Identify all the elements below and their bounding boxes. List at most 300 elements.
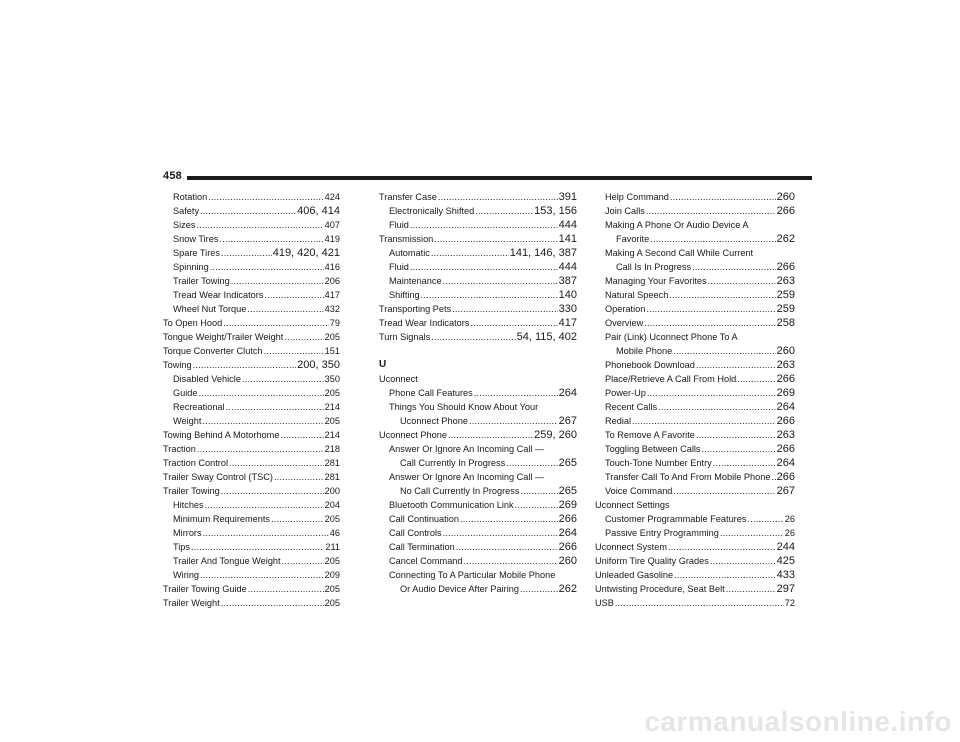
index-entry-page: 417 [324, 290, 340, 300]
leader-dots [438, 190, 558, 204]
index-entry-page: 54, 115, 402 [516, 331, 577, 343]
index-entry-term: Turn Signals [379, 332, 431, 342]
leader-dots [726, 582, 776, 596]
index-column-1 [163, 190, 340, 610]
index-entry-term: Phonebook Download [605, 360, 695, 370]
index-entry [595, 316, 795, 330]
leader-dots [210, 260, 324, 274]
index-entry-page: 259 [776, 303, 795, 315]
index-entry [379, 190, 577, 204]
index-entry [595, 204, 795, 218]
index-entry-term: Transporting Pets [379, 304, 452, 314]
index-entry-page: 417 [558, 317, 577, 329]
index-entry-term: Guide [173, 388, 198, 398]
leader-dots [203, 526, 329, 540]
leader-dots [674, 568, 775, 582]
index-entry-term: Disabled Vehicle [173, 374, 241, 384]
leader-dots [644, 316, 775, 330]
index-entry [595, 540, 795, 554]
leader-dots [506, 456, 557, 470]
leader-dots [647, 386, 776, 400]
index-entry [379, 484, 577, 498]
index-entry [595, 554, 795, 568]
index-entry [595, 190, 795, 204]
index-entry [163, 414, 340, 428]
leader-dots [650, 232, 775, 246]
index-entry [379, 456, 577, 470]
index-entry-term: Tread Wear Indicators [379, 318, 470, 328]
index-entry-term: Automatic [389, 248, 430, 258]
index-entry-page: 26 [784, 528, 795, 538]
index-subheading: Answer Or Ignore An Incoming Call — [389, 444, 545, 454]
index-entry [379, 498, 577, 512]
index-entry-term: Spare Tires [173, 248, 220, 258]
leader-dots [658, 400, 776, 414]
index-entry [379, 246, 577, 260]
index-entry [163, 330, 340, 344]
leader-dots [692, 260, 776, 274]
index-subheading: Answer Or Ignore An Incoming Call — [389, 472, 545, 482]
index-subheading: Making A Second Call While Current [605, 248, 754, 258]
index-entry-term: Call Currently In Progress [400, 458, 506, 468]
leader-dots [696, 358, 776, 372]
index-entry [595, 232, 795, 246]
index-entry [379, 582, 577, 596]
index-entry-term: Or Audio Device After Pairing [400, 584, 519, 594]
index-entry [163, 568, 340, 582]
index-entry-page: 269 [776, 387, 795, 399]
leader-dots [668, 540, 776, 554]
index-entry [595, 372, 795, 386]
index-entry-page: 266 [776, 471, 795, 483]
leader-dots [193, 358, 297, 372]
index-entry-page: 258 [776, 317, 795, 329]
leader-dots [632, 414, 776, 428]
index-entry-page: 265 [558, 485, 577, 497]
index-entry [163, 316, 340, 330]
leader-dots [410, 260, 558, 274]
leader-dots [670, 190, 776, 204]
index-entry-term: Mobile Phone [616, 346, 673, 356]
index-entry-page: 72 [784, 598, 795, 608]
index-entry-page: 297 [776, 583, 795, 595]
index-entry-page: 204 [324, 500, 340, 510]
index-entry-term: Uconnect System [595, 542, 667, 552]
leader-dots [475, 204, 533, 218]
index-entry-term: Sizes [173, 220, 196, 230]
index-entry [379, 218, 577, 232]
leader-dots [431, 330, 515, 344]
index-entry-page: 79 [329, 318, 340, 328]
leader-dots [410, 218, 558, 232]
index-entry [163, 218, 340, 232]
index-entry-page: 205 [324, 416, 340, 426]
index-entry-page: 416 [324, 262, 340, 272]
index-entry-term: Touch-Tone Number Entry [605, 458, 712, 468]
index-entry-page: 209 [324, 570, 340, 580]
index-column-3 [595, 190, 795, 610]
leader-dots [226, 400, 324, 414]
index-entry-term: Place/Retrieve A Call From Hold [605, 374, 737, 384]
index-entry [595, 526, 795, 540]
index-entry [379, 274, 577, 288]
index-entry-term: USB [595, 598, 614, 608]
index-entry [163, 456, 340, 470]
index-entry-term: Uniform Tire Quality Grades [595, 556, 709, 566]
index-entry-page: 264 [776, 401, 795, 413]
index-entry [163, 358, 340, 372]
index-subheading: Uconnect [379, 374, 418, 384]
leader-dots [248, 582, 324, 596]
index-entry-term: Tread Wear Indicators [173, 290, 264, 300]
index-entry [163, 190, 340, 204]
index-entry-page: 419 [324, 234, 340, 244]
index-entry-term: No Call Currently In Progress [400, 486, 520, 496]
leader-dots [470, 316, 557, 330]
index-entry [595, 484, 795, 498]
index-entry-term: Hitches [173, 500, 204, 510]
index-entry-page: 264 [558, 527, 577, 539]
index-entry [379, 204, 577, 218]
index-entry-page: 153, 156 [534, 205, 577, 217]
index-subheading: Uconnect Settings [595, 500, 670, 510]
leader-dots [264, 344, 324, 358]
index-entry-page: 391 [558, 191, 577, 203]
leader-dots [280, 428, 323, 442]
index-entry-term: Favorite [616, 234, 650, 244]
index-entry-page: 244 [776, 541, 795, 553]
leader-dots [202, 414, 323, 428]
index-entry [379, 386, 577, 400]
index-entry [595, 260, 795, 274]
index-entry [163, 344, 340, 358]
leader-dots [443, 274, 558, 288]
index-entry-page: 262 [558, 583, 577, 595]
leader-dots [456, 540, 558, 554]
index-entry-page: 263 [776, 429, 795, 441]
index-entry-term: Trailer Sway Control (TSC) [163, 472, 273, 482]
index-entry [595, 400, 795, 414]
index-entry-page: 259, 260 [534, 429, 577, 441]
index-entry [163, 274, 340, 288]
index-entry-term: Towing [163, 360, 192, 370]
index-entry-term: Customer Programmable Features [605, 514, 747, 524]
index-entry-term: Spinning [173, 262, 209, 272]
index-entry-page: 444 [558, 261, 577, 273]
index-entry [379, 330, 577, 344]
index-entry-term: Shifting [389, 290, 420, 300]
index-entry [163, 582, 340, 596]
index-entry-page: 264 [558, 387, 577, 399]
index-entry-term: Snow Tires [173, 234, 219, 244]
index-entry [163, 204, 340, 218]
leader-dots [200, 204, 296, 218]
leader-dots [520, 582, 558, 596]
index-entry-term: Mirrors [173, 528, 202, 538]
leader-dots [452, 302, 557, 316]
index-entry-page: 262 [776, 233, 795, 245]
index-entry-term: Tips [173, 542, 191, 552]
index-entry [379, 288, 577, 302]
leader-dots [720, 526, 784, 540]
index-entry-term: Maintenance [389, 276, 442, 286]
leader-dots [271, 512, 324, 526]
index-entry-term: Power-Up [605, 388, 646, 398]
index-entry-term: Join Calls [605, 206, 645, 216]
index-entry [163, 372, 340, 386]
leader-dots [421, 288, 558, 302]
index-entry [595, 568, 795, 582]
index-entry [379, 302, 577, 316]
index-group-t [379, 190, 577, 344]
index-entry-term: Transfer Case [379, 192, 437, 202]
index-entry-page: 406, 414 [297, 205, 340, 217]
index-entry-term: Help Command [605, 192, 669, 202]
index-entry-page: 214 [324, 402, 340, 412]
leader-dots [205, 498, 324, 512]
index-entry [595, 288, 795, 302]
leader-dots [200, 568, 324, 582]
index-entry-term: Recreational [173, 402, 225, 412]
leader-dots [696, 428, 776, 442]
index-entry [595, 582, 795, 596]
index-entry [163, 554, 340, 568]
index-entry [595, 274, 795, 288]
leader-dots [460, 512, 558, 526]
index-entry [163, 386, 340, 400]
index-subheading: Making A Phone Or Audio Device A [605, 220, 749, 230]
index-entry [595, 456, 795, 470]
index-entry-term: Call Termination [389, 542, 455, 552]
leader-dots [197, 442, 324, 456]
index-subheading: Connecting To A Particular Mobile Phone [389, 570, 556, 580]
index-entry [163, 400, 340, 414]
index-entry [163, 302, 340, 316]
index-entry-page: 266 [776, 443, 795, 455]
leader-dots [771, 470, 775, 484]
index-entry-term: Untwisting Procedure, Seat Belt [595, 584, 725, 594]
leader-dots [737, 372, 775, 386]
leader-dots [673, 344, 775, 358]
index-entry-term: Operation [605, 304, 646, 314]
index-entry [163, 540, 340, 554]
footer-watermark: carmanualsonline.info [644, 706, 952, 737]
section-letter-u: U [379, 359, 387, 370]
leader-dots [221, 484, 324, 498]
index-entry [595, 386, 795, 400]
leader-dots [702, 442, 776, 456]
leader-dots [196, 218, 323, 232]
index-entry-page: 281 [324, 458, 340, 468]
index-entry-term: Rotation [173, 192, 208, 202]
index-entry-page: 444 [558, 219, 577, 231]
index-entry [163, 470, 340, 484]
leader-dots [673, 484, 775, 498]
leader-dots [448, 428, 533, 442]
index-entry-term: Overview [605, 318, 644, 328]
index-entry-page: 214 [324, 430, 340, 440]
index-entry-term: Bluetooth Communication Link [389, 500, 514, 510]
index-entry-term: Unleaded Gasoline [595, 570, 674, 580]
index-entry-term: Transfer Call To And From Mobile Phone [605, 472, 771, 482]
index-entry-term: To Open Hood [163, 318, 223, 328]
index-entry-term: Managing Your Favorites [605, 276, 707, 286]
leader-dots [282, 554, 324, 568]
index-entry-term: Passive Entry Programming [605, 528, 719, 538]
page-number: 458 [163, 170, 182, 182]
index-entry-page: 260 [776, 345, 795, 357]
leader-dots [208, 190, 323, 204]
index-entry-page: 425 [776, 555, 795, 567]
index-entry-page: 330 [558, 303, 577, 315]
index-entry-term: Phone Call Features [389, 388, 473, 398]
index-entry-term: Trailer Weight [163, 598, 220, 608]
index-entry-term: Trailer Towing [173, 276, 230, 286]
index-entry-page: 263 [776, 275, 795, 287]
leader-dots [231, 274, 324, 288]
index-entry [379, 526, 577, 540]
index-entry-page: 141 [558, 233, 577, 245]
index-entry-page: 259 [776, 289, 795, 301]
index-entry-page: 266 [776, 415, 795, 427]
leader-dots [615, 596, 784, 610]
index-entry-term: Natural Speech [605, 290, 669, 300]
index-entry-page: 211 [325, 542, 340, 552]
leader-dots [747, 512, 783, 526]
index-entry-page: 266 [558, 541, 577, 553]
index-entry [163, 428, 340, 442]
index-entry-page: 200, 350 [297, 359, 340, 371]
index-column-2 [379, 190, 577, 596]
index-entry [595, 512, 795, 526]
index-entry-page: 263 [776, 359, 795, 371]
index-entry-page: 433 [776, 569, 795, 581]
index-entry [595, 414, 795, 428]
index-entry [595, 470, 795, 484]
index-entry-term: Redial [605, 416, 632, 426]
index-entry-term: Fluid [389, 262, 409, 272]
index-entry-term: Cancel Command [389, 556, 463, 566]
index-entry-term: Electronically Shifted [389, 206, 475, 216]
index-entry-page: 205 [324, 584, 340, 594]
index-entry-term: Wheel Nut Torque [173, 304, 247, 314]
index-entry-term: Weight [173, 416, 202, 426]
index-entry [595, 442, 795, 456]
index-entry-term: Towing Behind A Motorhome [163, 430, 280, 440]
index-entry-term: Trailer Towing [163, 486, 220, 496]
index-entry [595, 302, 795, 316]
index-entry-page: 205 [324, 556, 340, 566]
index-entry-page: 419, 420, 421 [272, 247, 340, 259]
index-entry [379, 512, 577, 526]
leader-dots [221, 246, 272, 260]
leader-dots [247, 302, 323, 316]
index-entry-term: Uconnect Phone [379, 430, 447, 440]
index-entry-term: To Remove A Favorite [605, 430, 695, 440]
index-entry-page: 266 [776, 205, 795, 217]
index-entry [379, 554, 577, 568]
index-entry-term: Toggling Between Calls [605, 444, 701, 454]
index-entry-term: Recent Calls [605, 402, 658, 412]
index-entry-term: Voice Command [605, 486, 673, 496]
index-entry-page: 140 [558, 289, 577, 301]
index-entry [163, 260, 340, 274]
index-entry-page: 266 [558, 513, 577, 525]
index-entry-term: Fluid [389, 220, 409, 230]
index-entry-page: 205 [324, 514, 340, 524]
index-entry-page: 266 [776, 261, 795, 273]
leader-dots [443, 526, 558, 540]
leader-dots [708, 274, 776, 288]
index-entry-page: 281 [324, 472, 340, 482]
index-entry [163, 288, 340, 302]
index-entry-page: 387 [558, 275, 577, 287]
index-entry [595, 428, 795, 442]
index-entry [379, 428, 577, 442]
index-entry-page: 265 [558, 457, 577, 469]
index-entry-page: 269 [558, 499, 577, 511]
leader-dots [515, 498, 558, 512]
index-entry-term: Call Is In Progress [616, 262, 692, 272]
index-entry-term: Tongue Weight/Trailer Weight [163, 332, 284, 342]
index-subheading: Pair (Link) Uconnect Phone To A [605, 332, 738, 342]
index-entry-page: 432 [324, 304, 340, 314]
index-entry [595, 358, 795, 372]
leader-dots [242, 372, 324, 386]
index-entry [163, 246, 340, 260]
index-entry [163, 512, 340, 526]
index-entry-page: 141, 146, 387 [509, 247, 577, 259]
index-entry-term: Call Continuation [389, 514, 459, 524]
index-entry-page: 264 [776, 457, 795, 469]
leader-dots [274, 470, 324, 484]
index-entry-page: 260 [776, 191, 795, 203]
index-entry [379, 540, 577, 554]
index-entry-page: 200 [324, 486, 340, 496]
index-entry [379, 316, 577, 330]
index-entry-page: 407 [324, 220, 340, 230]
index-entry-page: 218 [324, 444, 340, 454]
index-entry [379, 232, 577, 246]
index-entry [163, 596, 340, 610]
index-entry-term: Trailer Towing Guide [163, 584, 247, 594]
index-entry-page: 260 [558, 555, 577, 567]
index-group-u [379, 372, 577, 596]
index-entry-page: 151 [324, 346, 340, 356]
leader-dots [646, 302, 775, 316]
leader-dots [284, 330, 323, 344]
index-entry [379, 414, 577, 428]
index-entry-term: Uconnect Phone [400, 416, 468, 426]
index-entry-term: Traction [163, 444, 196, 454]
index-subheading: Things You Should Know About Your [389, 402, 539, 412]
leader-dots [229, 456, 324, 470]
leader-dots [469, 414, 558, 428]
index-entry-term: Call Controls [389, 528, 442, 538]
index-entry-page: 267 [558, 415, 577, 427]
index-entry [595, 344, 795, 358]
leader-dots [713, 456, 776, 470]
index-entry [163, 526, 340, 540]
index-entry-term: Transmission [379, 234, 434, 244]
leader-dots [434, 232, 557, 246]
index-entry-page: 205 [324, 332, 340, 342]
index-entry [163, 442, 340, 456]
index-entry-page: 205 [324, 598, 340, 608]
index-entry-term: Wiring [173, 570, 200, 580]
index-entry-term: Torque Converter Clutch [163, 346, 263, 356]
leader-dots [223, 316, 329, 330]
